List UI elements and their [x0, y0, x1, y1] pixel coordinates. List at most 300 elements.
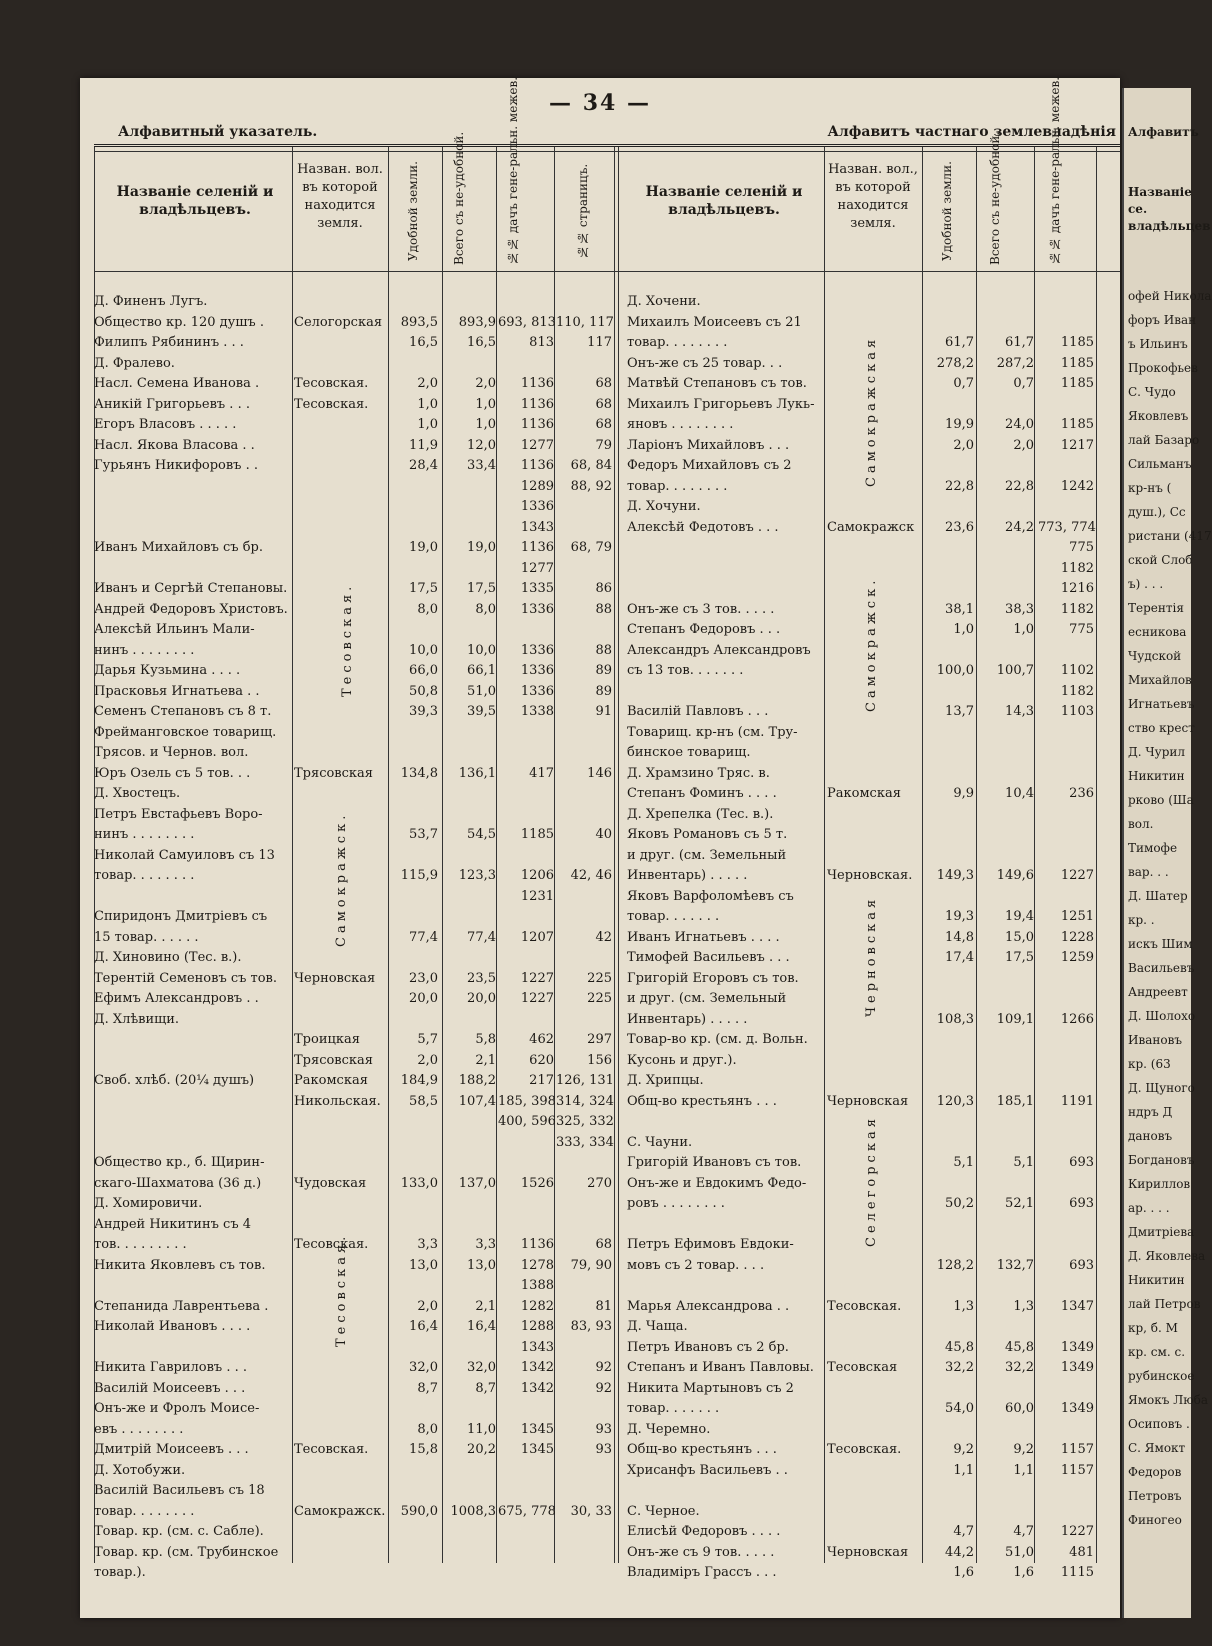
rule — [94, 271, 1120, 272]
vsego-cell: 1,6 — [1013, 1565, 1034, 1580]
udobnoy-cell: 11,9 — [409, 437, 438, 453]
table-row — [94, 1339, 1120, 1356]
adjacent-line: искъ Шим — [1128, 937, 1193, 951]
owner-name: товар. . . . . . . . — [94, 1503, 195, 1519]
dacha-cell: 1277 — [520, 437, 554, 453]
owner-name: нинъ . . . . . . . . — [94, 642, 195, 658]
udobnoy-cell: 45,8 — [945, 1339, 974, 1355]
header-name-right: Названіе селеній и владѣльцевъ. — [645, 184, 803, 218]
page-ref-cell: 83, 93 — [570, 1319, 612, 1334]
table-row — [94, 929, 1120, 946]
page-ref-cell: 92 — [595, 1380, 612, 1396]
brace-label-tesovskaya: Тесовская. — [340, 582, 355, 697]
vsego-cell: 51,0 — [1005, 1544, 1034, 1560]
owner-name: С. Чауни. — [627, 1134, 693, 1150]
page-ref-cell: 91 — [595, 704, 612, 719]
page-ref-cell: 88 — [595, 642, 612, 658]
owner-name: Петръ Ефимовъ Евдоки- — [627, 1237, 794, 1252]
adjacent-line: Яковлевъ — [1128, 409, 1189, 423]
adjacent-line: Васильевъ — [1128, 961, 1195, 975]
adjacent-line: Прокофьев — [1128, 361, 1198, 375]
running-header-left: Алфавитный указатель. — [118, 124, 318, 140]
page-ref-cell: 333, 334 — [556, 1134, 614, 1150]
page-ref-cell: 88 — [595, 601, 612, 617]
owner-name: Своб. хлѣб. (20¼ душъ) — [94, 1073, 255, 1088]
udobnoy-cell: 23,0 — [409, 970, 438, 986]
dacha-cell: 481 — [1069, 1544, 1094, 1560]
dacha-cell: 236 — [1069, 786, 1094, 801]
owner-name: яновъ . . . . . . . . — [627, 417, 734, 432]
dacha-cell: 1251 — [1060, 909, 1094, 924]
udobnoy-cell: 8,0 — [417, 601, 438, 617]
adjacent-line: ндръ Д — [1128, 1105, 1173, 1119]
adjacent-line: ство крест — [1128, 721, 1195, 735]
owner-name: Петръ Евстафьевъ Воро- — [94, 806, 263, 822]
udobnoy-cell: 9,2 — [953, 1442, 974, 1457]
running-header-right: Алфавитъ частнаго землевладѣнія — [827, 124, 1116, 140]
udobnoy-cell: 128,2 — [936, 1257, 974, 1273]
adjacent-line: рково (Ша — [1128, 793, 1194, 807]
vsego-cell: 5,8 — [475, 1032, 496, 1047]
vsego-cell: 137,0 — [458, 1175, 496, 1191]
owner-name: Общество кр., б. Щирин- — [94, 1155, 265, 1170]
adjacent-line: Д. Шатер — [1128, 889, 1188, 903]
udobnoy-cell: 58,5 — [409, 1093, 438, 1109]
vsego-cell: 1,3 — [1013, 1298, 1034, 1314]
udobnoy-cell: 149,3 — [936, 868, 974, 883]
udobnoy-cell: 54,0 — [945, 1401, 974, 1416]
owner-name: Прасковья Игнатьева . . — [94, 683, 260, 699]
adjacent-line: ар. . . . — [1128, 1201, 1170, 1215]
dacha-cell: 1345 — [520, 1442, 554, 1457]
udobnoy-cell: 17,4 — [945, 950, 974, 965]
page-ref-cell: 314, 324 — [556, 1093, 614, 1109]
adjacent-line: ъ Ильинъ — [1128, 337, 1188, 351]
vsego-cell: 19,0 — [467, 540, 496, 555]
table-row — [94, 1113, 1120, 1130]
vsego-cell: 15,0 — [1005, 929, 1034, 945]
owner-name: товар. . . . . . . — [627, 1401, 720, 1416]
adjacent-line: дановъ — [1128, 1129, 1173, 1143]
udobnoy-cell: 61,7 — [945, 335, 974, 350]
udobnoy-cell: 50,8 — [409, 683, 438, 699]
owner-name: Андрей Никитинъ съ 4 — [94, 1216, 251, 1232]
owner-name: Трясов. и Чернов. вол. — [94, 745, 249, 760]
vsego-cell: 10,4 — [1005, 786, 1034, 801]
page-ref-cell: 89 — [595, 683, 612, 699]
vsego-cell: 9,2 — [1013, 1442, 1034, 1457]
dacha-cell: 1343 — [520, 519, 554, 535]
dacha-cell: 1349 — [1060, 1401, 1094, 1416]
owner-name: Д. Хрепелка (Тес. в.). — [627, 806, 774, 822]
owner-name: и друг. (см. Земельный — [627, 847, 787, 863]
volost-cell: Тесовская. — [294, 1237, 369, 1252]
page-ref-cell: 93 — [595, 1442, 612, 1457]
page-ref-cell: 225 — [587, 970, 612, 986]
page-ref-cell: 126, 131 — [556, 1073, 614, 1088]
dacha-cell: 1343 — [520, 1339, 554, 1355]
owner-name: Товар. кр. (см. с. Сабле). — [94, 1524, 264, 1539]
adjacent-line: Терентія — [1128, 601, 1184, 615]
vsego-cell: 1008,3 — [450, 1503, 496, 1519]
table-row — [94, 519, 1120, 536]
owner-name: ровъ . . . . . . . . — [627, 1196, 725, 1211]
brace-label-samokrazhskaya: Самокражская — [864, 335, 879, 487]
owner-name: Гурьянъ Никифоровъ . . — [94, 458, 258, 473]
udobnoy-cell: 108,3 — [936, 1011, 974, 1027]
header-volost-right: Назван. вол., въ которой находится земля. — [828, 162, 918, 231]
adjacent-line: Сильманъ — [1128, 457, 1192, 471]
adjacent-line: кр-нъ ( — [1128, 481, 1172, 495]
volost-cell: Тесовская. — [294, 376, 369, 391]
owner-name: евъ . . . . . . . . — [94, 1421, 184, 1437]
owner-name: товар. . . . . . . — [627, 909, 720, 924]
vsego-cell: 8,7 — [475, 1380, 496, 1396]
vsego-cell: 16,5 — [467, 335, 496, 350]
dacha-cell: 1277 — [520, 560, 554, 576]
udobnoy-cell: 53,7 — [409, 827, 438, 842]
table-row — [94, 1462, 1120, 1479]
udobnoy-cell: 9,9 — [953, 786, 974, 801]
header-name: Названіе селеній и владѣльцевъ. — [116, 184, 274, 218]
volost-cell: Чудовская — [294, 1175, 367, 1191]
udobnoy-cell: 590,0 — [400, 1503, 438, 1519]
dacha-cell: 1206 — [520, 868, 554, 883]
adjacent-line: ъ) . . . — [1128, 577, 1164, 591]
page-ref-cell: 68, 79 — [570, 540, 612, 555]
owner-name: Онъ-же съ 3 тов. . . . . — [627, 601, 775, 617]
vsego-cell: 100,7 — [996, 663, 1034, 678]
vsego-cell: 39,5 — [467, 704, 496, 719]
owner-name: Хрисанфъ Васильевъ . . — [627, 1462, 788, 1478]
owner-name: Д. Чаща. — [627, 1319, 688, 1334]
volost-cell: Тесовская. — [294, 1442, 369, 1457]
adjacent-line: кр. . — [1128, 913, 1155, 927]
udobnoy-cell: 1,3 — [953, 1298, 974, 1314]
header-volost: Назван. вол. въ которой находится земля. — [297, 162, 383, 231]
vsego-cell: 123,3 — [458, 868, 496, 883]
page-ref-cell: 68, 84 — [570, 458, 612, 473]
owner-name: Насл. Якова Власова . . — [94, 437, 255, 453]
owner-name: Спиридонъ Дмитріевъ съ — [94, 909, 268, 924]
table-row — [94, 970, 1120, 987]
udobnoy-cell: 13,7 — [945, 704, 974, 719]
table-row — [94, 1441, 1120, 1458]
adjacent-line: Д. Щуного — [1128, 1081, 1195, 1095]
owner-name: Дарья Кузьмина . . . . — [94, 663, 241, 678]
table-row — [94, 847, 1120, 864]
vsego-cell: 149,6 — [996, 868, 1034, 883]
dacha-cell: 620 — [529, 1052, 554, 1068]
table-row — [94, 621, 1120, 638]
owner-name: Д. Черемно. — [627, 1421, 711, 1437]
table-row — [94, 293, 1120, 310]
adjacent-line: лай Петров — [1128, 1297, 1201, 1311]
dacha-cell: 1182 — [1060, 601, 1094, 617]
dacha-cell: 1526 — [520, 1175, 554, 1191]
page-ref-cell: 42 — [595, 929, 612, 945]
dacha-cell: 1338 — [520, 704, 554, 719]
udobnoy-cell: 66,0 — [409, 663, 438, 678]
table-row — [94, 478, 1120, 495]
adjacent-line: Петровъ — [1128, 1489, 1182, 1503]
owner-name: Д. Финенъ Лугъ. — [94, 294, 208, 309]
volost-cell: Черновская. — [827, 868, 913, 883]
owner-name: Михаилъ Моисеевъ съ 21 — [627, 314, 802, 330]
table-row — [94, 744, 1120, 761]
owner-name: Д. Хиновино (Тес. в.). — [94, 950, 242, 965]
owner-name: Григорій Ивановъ съ тов. — [627, 1155, 802, 1170]
dacha-cell: 1227 — [1060, 1524, 1094, 1539]
adjacent-line: вар. . . — [1128, 865, 1169, 879]
owner-name: Александръ Александровъ — [627, 642, 811, 658]
dacha-cell: 1115 — [1060, 1565, 1094, 1580]
table-row — [94, 826, 1120, 843]
owner-name: Аникій Григорьевъ . . . — [94, 396, 250, 412]
dacha-cell: 1136 — [520, 417, 554, 432]
page-ref-cell: 110, 117 — [556, 314, 614, 330]
dacha-cell: 1228 — [1060, 929, 1094, 945]
owner-name: Кусонь и друг.). — [627, 1052, 737, 1068]
owner-name: Общ-во крестьянъ . . . — [627, 1093, 777, 1109]
adjacent-column-header: Названіе се. владѣльцев — [1128, 185, 1211, 233]
owner-name: Товар. кр. (см. Трубинское — [94, 1544, 279, 1560]
vsego-cell: 1,1 — [1013, 1462, 1034, 1478]
adjacent-line: Осиповъ . — [1128, 1417, 1190, 1431]
dacha-cell: 1289 — [520, 478, 554, 494]
dacha-cell: 693 — [1069, 1155, 1094, 1170]
table-row — [94, 1318, 1120, 1335]
header-vsego-right: Всего съ не-удобной. — [988, 131, 1002, 265]
vsego-cell: 2,1 — [475, 1298, 496, 1314]
udobnoy-cell: 17,5 — [409, 581, 438, 596]
owner-name: Николай Ивановъ . . . . — [94, 1319, 251, 1334]
table-row — [94, 1277, 1120, 1294]
adjacent-line: Д. Шолохо — [1128, 1009, 1196, 1023]
table-row — [94, 1421, 1120, 1438]
vsego-cell: 12,0 — [467, 437, 496, 453]
page-ref-cell: 156 — [587, 1052, 612, 1068]
vsego-cell: 60,0 — [1005, 1401, 1034, 1416]
owner-name: Владиміръ Грассъ . . . — [627, 1565, 777, 1580]
vsego-cell: 109,1 — [996, 1011, 1034, 1027]
page-ref-cell: 93 — [595, 1421, 612, 1437]
udobnoy-cell: 2,0 — [417, 376, 438, 391]
adjacent-line: Ямокъ Люба — [1128, 1393, 1209, 1407]
dacha-cell: 1349 — [1060, 1339, 1094, 1355]
owner-name: Фрейманговское товарищ. — [94, 724, 277, 740]
udobnoy-cell: 8,7 — [417, 1380, 438, 1396]
vsego-cell: 19,4 — [1005, 909, 1034, 924]
udobnoy-cell: 0,7 — [953, 376, 974, 391]
page-ref-cell: 68 — [595, 396, 612, 412]
dacha-cell: 1136 — [520, 396, 554, 412]
owner-name: Д. Хочени. — [627, 294, 701, 309]
table-row — [94, 806, 1120, 823]
adjacent-line: Богдановъ — [1128, 1153, 1195, 1167]
book-page — [80, 78, 1120, 1618]
owner-name: Алексѣй Ильинъ Мали- — [94, 622, 255, 637]
table-row — [94, 457, 1120, 474]
udobnoy-cell: 100,0 — [936, 663, 974, 678]
table-row — [94, 355, 1120, 372]
volost-cell: Никольская. — [294, 1093, 381, 1109]
owner-name: Д. Хлѣвищи. — [94, 1011, 180, 1027]
owner-name: Яковъ Варфоломѣевъ съ — [627, 888, 794, 904]
udobnoy-cell: 39,3 — [409, 704, 438, 719]
vsego-cell: 66,1 — [467, 663, 496, 678]
owner-name: Юръ Озель съ 5 тов. . . — [94, 765, 251, 781]
owner-name: 15 товар. . . . . . — [94, 929, 199, 945]
owner-name: Алексѣй Федотовъ . . . — [627, 519, 779, 535]
page-ref-cell: 88, 92 — [570, 478, 612, 494]
udobnoy-cell: 19,3 — [945, 909, 974, 924]
udobnoy-cell: 2,0 — [417, 1298, 438, 1314]
adjacent-line: Чудской — [1128, 649, 1182, 663]
table-row — [94, 1175, 1120, 1192]
owner-name: Василій Моисеевъ . . . — [94, 1380, 246, 1396]
udobnoy-cell: 32,2 — [945, 1360, 974, 1375]
dacha-cell: 1266 — [1060, 1011, 1094, 1027]
volost-cell: Трясовская — [294, 1052, 373, 1068]
adjacent-line: офей Никола — [1128, 289, 1212, 303]
adjacent-line: Дмитріева — [1128, 1225, 1195, 1239]
volost-cell: Селогорская — [294, 314, 383, 330]
table-row — [94, 560, 1120, 577]
vsego-cell: 136,1 — [458, 765, 496, 781]
table-row — [94, 642, 1120, 659]
volost-cell: Трясовская — [294, 765, 373, 781]
udobnoy-cell: 5,7 — [417, 1032, 438, 1047]
table-row — [94, 785, 1120, 802]
udobnoy-cell: 4,7 — [953, 1524, 974, 1539]
page-ref-cell: 297 — [587, 1032, 612, 1047]
adjacent-line: ской Слоб — [1128, 553, 1193, 567]
volost-cell: Самокражск — [827, 519, 915, 535]
table-row — [94, 1482, 1120, 1499]
dacha-cell: 1335 — [520, 581, 554, 596]
volost-cell: Ракомская — [827, 786, 901, 801]
vsego-cell: 61,7 — [1005, 335, 1034, 350]
owner-name: тов. . . . . . . . . — [94, 1237, 187, 1252]
vsego-cell: 14,3 — [1005, 704, 1034, 719]
table-row — [94, 1359, 1120, 1376]
owner-name: Семенъ Степановъ съ 8 т. — [94, 704, 272, 719]
owner-name: товар. . . . . . . . — [627, 478, 728, 494]
dacha-cell: 1336 — [520, 499, 554, 514]
header-pages: №№ страницъ. — [576, 163, 590, 259]
dacha-cell: 1157 — [1060, 1442, 1094, 1457]
table-row — [94, 1298, 1120, 1315]
table-row — [94, 888, 1120, 905]
owner-name: Инвентарь) . . . . . — [627, 868, 748, 883]
table-row — [94, 1523, 1120, 1540]
adjacent-line: Д. Яковлева — [1128, 1249, 1206, 1263]
vsego-cell: 185,1 — [996, 1093, 1034, 1109]
owner-name: товар. . . . . . . . — [627, 335, 728, 350]
dacha-cell: 1227 — [520, 970, 554, 986]
vsego-cell: 23,5 — [467, 970, 496, 986]
dacha-cell: 400, 596 — [498, 1114, 556, 1129]
owner-name: Д. Хрипцы. — [627, 1073, 704, 1088]
dacha-cell: 1342 — [520, 1380, 554, 1396]
header-vsego: Всего съ не-удобной. — [452, 131, 466, 265]
udobnoy-cell: 77,4 — [409, 929, 438, 945]
dacha-cell: 775 — [1069, 540, 1094, 555]
page-ref-cell: 86 — [595, 581, 612, 596]
page-ref-cell: 225 — [587, 991, 612, 1006]
vsego-cell: 24,0 — [1005, 417, 1034, 432]
table-row — [94, 437, 1120, 454]
dacha-cell: 1216 — [1060, 581, 1094, 596]
udobnoy-cell: 28,4 — [409, 458, 438, 473]
vsego-cell: 54,5 — [467, 827, 496, 842]
table-row — [94, 1072, 1120, 1089]
adjacent-line: С. Чудо — [1128, 385, 1176, 399]
udobnoy-cell: 1,0 — [417, 396, 438, 412]
udobnoy-cell: 1,0 — [417, 417, 438, 432]
udobnoy-cell: 1,0 — [953, 622, 974, 637]
volost-cell: Троицкая — [294, 1032, 360, 1047]
dacha-cell: 1336 — [520, 663, 554, 678]
header-udobnoy: Удобной земли. — [406, 161, 420, 261]
udobnoy-cell: 893,5 — [400, 314, 438, 330]
dacha-cell: 1336 — [520, 642, 554, 658]
vsego-cell: 22,8 — [1005, 478, 1034, 494]
adjacent-line: Михайлов — [1128, 673, 1192, 687]
table-row — [94, 1503, 1120, 1520]
owner-name: Филипъ Рябининъ . . . — [94, 335, 244, 350]
dacha-cell: 693 — [1069, 1257, 1094, 1273]
table-row — [94, 416, 1120, 433]
volost-cell: Черновская — [294, 970, 376, 986]
owner-name: Михаилъ Григорьевъ Лукь- — [627, 396, 815, 412]
owner-name: Никита Яковлевъ съ тов. — [94, 1257, 266, 1273]
dacha-cell: 1336 — [520, 601, 554, 617]
vsego-cell: 2,0 — [475, 376, 496, 391]
dacha-cell: 693 — [1069, 1196, 1094, 1211]
vsego-cell: 0,7 — [1013, 376, 1034, 391]
owner-name: съ 13 тов. . . . . . . — [627, 663, 744, 678]
udobnoy-cell: 50,2 — [945, 1196, 974, 1211]
vsego-cell: 17,5 — [1005, 950, 1034, 965]
udobnoy-cell: 184,9 — [400, 1073, 438, 1088]
dacha-cell: 1282 — [520, 1298, 554, 1314]
adjacent-line: кр, б. М — [1128, 1321, 1178, 1335]
owner-name: Марья Александрова . . — [627, 1298, 790, 1314]
udobnoy-cell: 278,2 — [936, 355, 974, 371]
vsego-cell: 20,2 — [467, 1442, 496, 1457]
vsego-cell: 3,3 — [475, 1237, 496, 1252]
vsego-cell: 107,4 — [458, 1093, 496, 1109]
adjacent-line: Андреевт — [1128, 985, 1188, 999]
owner-name: Д. Храмзино Тряс. в. — [627, 765, 770, 781]
owner-name: Тимофей Васильевъ . . . — [627, 950, 790, 965]
volost-cell: Ракомская — [294, 1073, 368, 1088]
page-ref-cell: 92 — [595, 1360, 612, 1375]
vsego-cell: 17,5 — [467, 581, 496, 596]
udobnoy-cell: 1,6 — [953, 1565, 974, 1580]
owner-name: Д. Фралево. — [94, 355, 175, 371]
udobnoy-cell: 133,0 — [400, 1175, 438, 1191]
page-ref-cell: 79, 90 — [570, 1257, 612, 1273]
table-row — [94, 334, 1120, 351]
owner-name: Егоръ Власовъ . . . . . — [94, 417, 237, 432]
dacha-cell: 1185 — [1060, 355, 1094, 371]
adjacent-line: Федоров — [1128, 1465, 1182, 1479]
header-udobnoy-right: Удобной земли. — [940, 161, 954, 261]
volost-cell: Тесовская. — [294, 396, 369, 412]
